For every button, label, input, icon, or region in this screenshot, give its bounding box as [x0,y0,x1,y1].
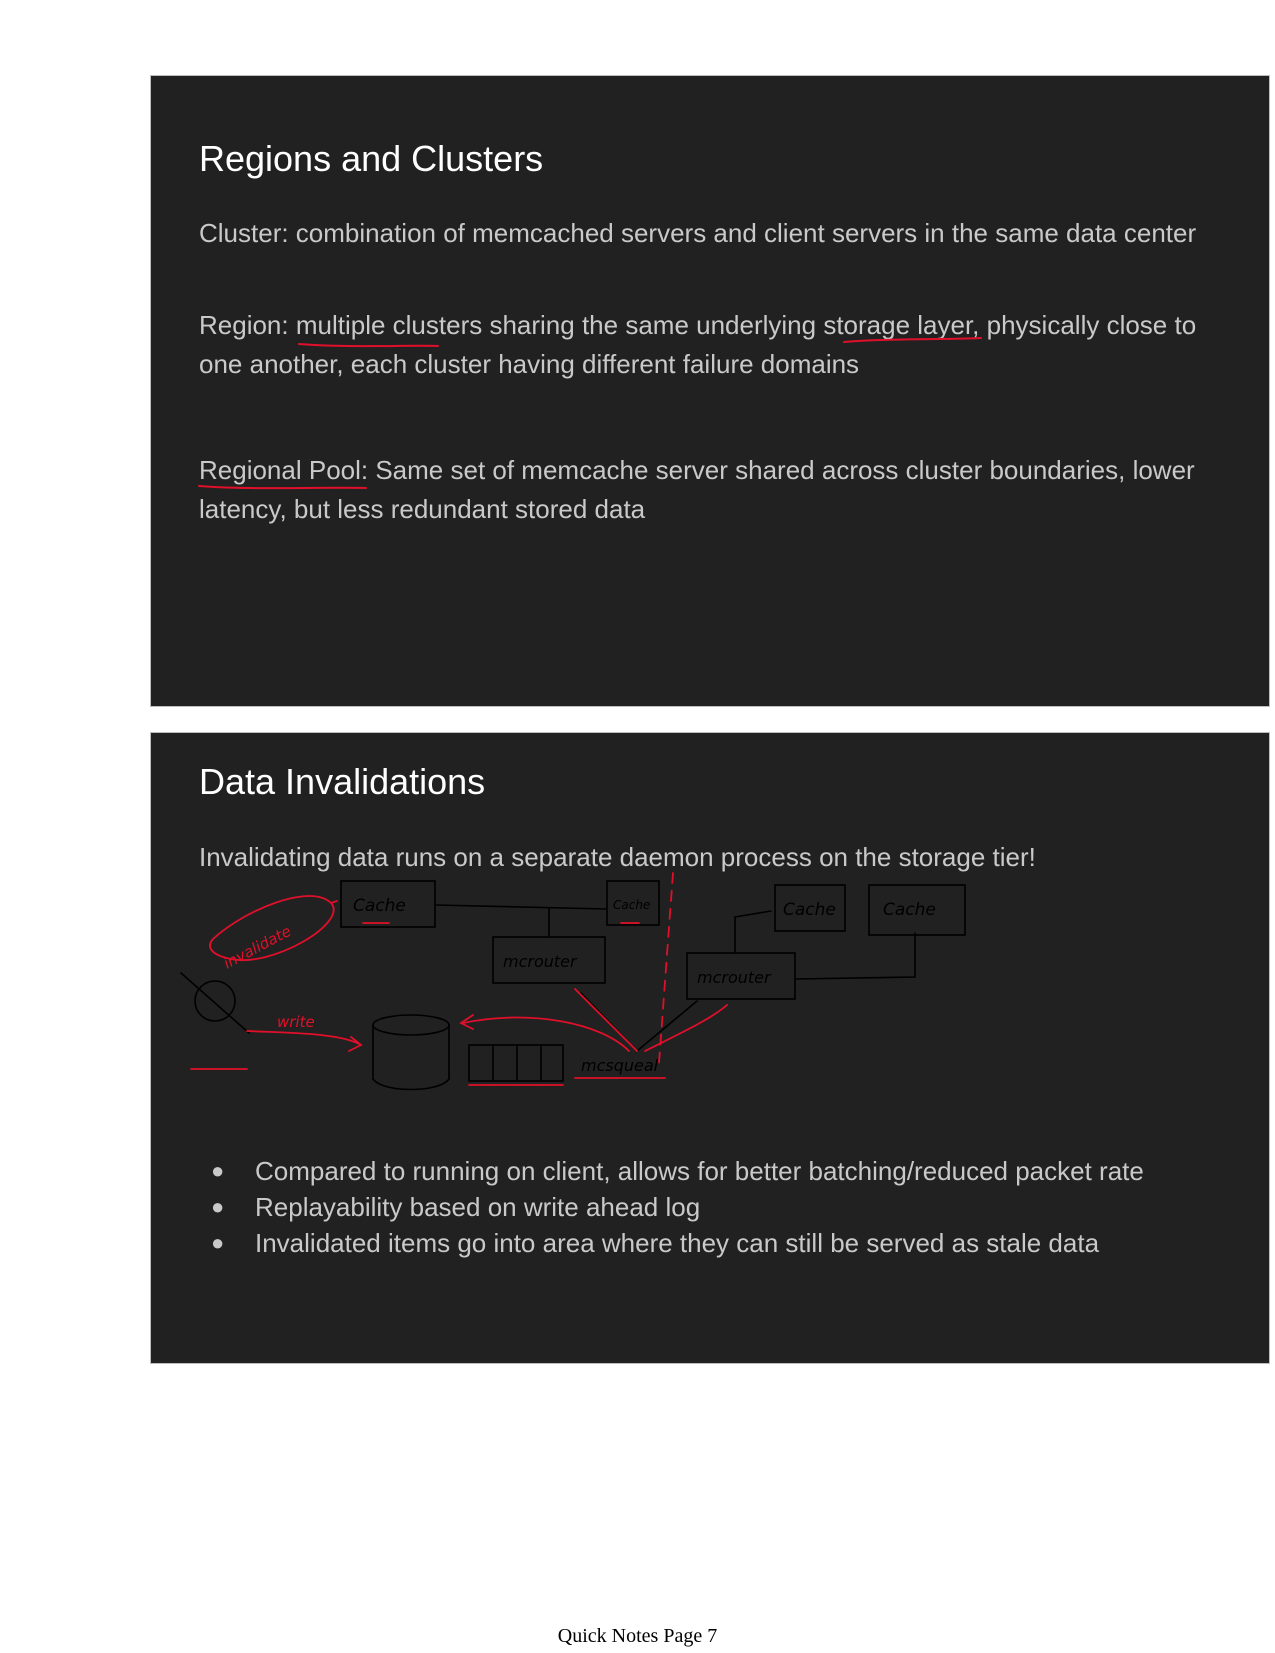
cache-label: Cache [353,896,406,916]
bullet-item: ● Invalidated items go into area where they can still be served as stale data [207,1225,1144,1261]
cache-label: Cache [613,898,651,912]
slide-title: Data Invalidations [199,761,486,802]
mcsqueal-label: mcsqueal [581,1056,659,1075]
regional-pool-definition: Regional Pool: Same set of memcache server shared across cluster boundaries, lower latency, but less redundant stored data [199,455,1195,524]
bullet-item: ● Compared to running on client, allows for better batching/reduced packet rate [207,1153,1144,1189]
slide-title: Regions and Clusters [199,138,544,179]
intro-text: Invalidating data runs on a separate daemon process on the storage tier! [199,842,1036,872]
bullet-icon: ● [211,1230,225,1255]
bullet-icon: ● [211,1194,225,1219]
bullet-item: ● Replayability based on write ahead log [207,1189,1144,1225]
cluster-definition: Cluster: combination of memcached servers and client servers in the same data center [199,218,1197,248]
invalidate-annotation: invalidate [220,921,295,973]
cache-label: Cache [783,900,836,920]
mcrouter-label: mcrouter [697,968,771,987]
cache-label: Cache [883,900,936,920]
bullet-icon: ● [211,1158,225,1183]
mcrouter-label: mcrouter [503,952,577,971]
bullet-list [207,1153,1144,1261]
write-annotation: write [277,1013,315,1031]
invalidation-diagram [151,733,1270,1364]
page-footer: Quick Notes Page 7 [557,1625,718,1647]
slide-regions-and-clusters [150,75,1270,707]
database-icon [373,1015,449,1035]
region-definition: Region: multiple clusters sharing the same underlying storage layer, physically close to one another, each cluster having different failure domains [199,310,1197,379]
slide-data-invalidations [150,732,1270,1364]
write-ahead-log-icon [469,1045,563,1081]
